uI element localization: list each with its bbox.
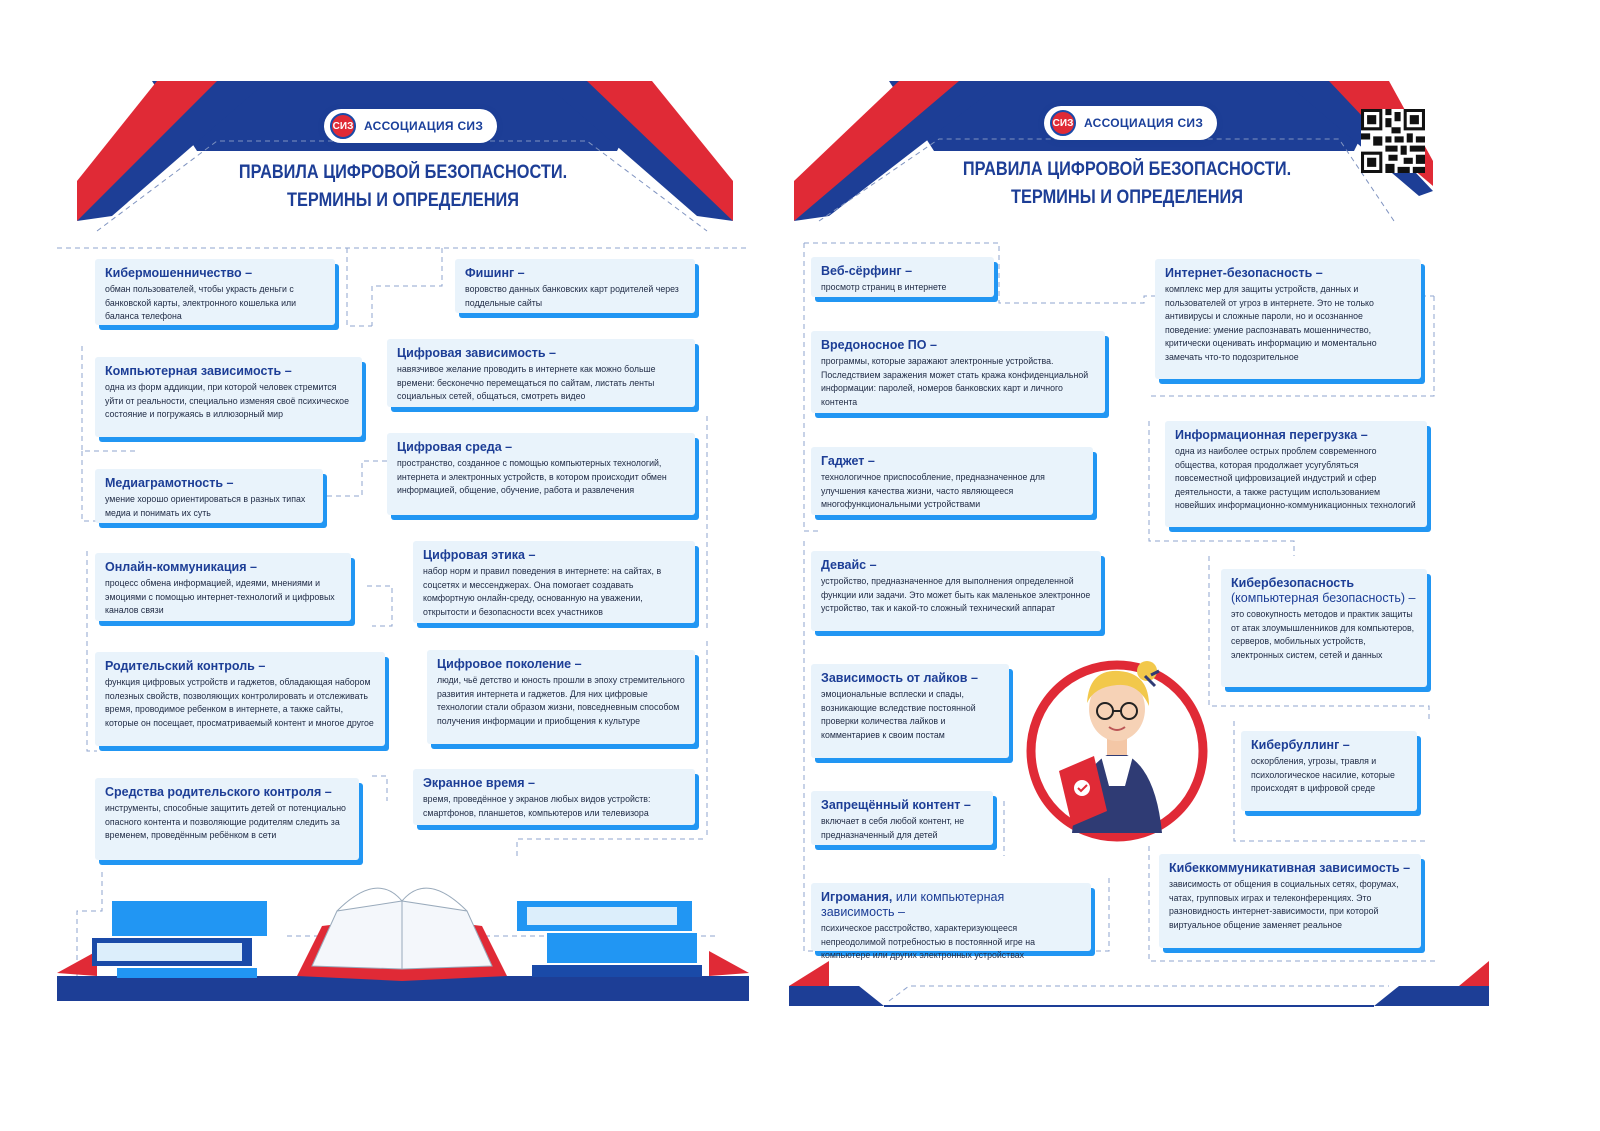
- association-logo: [324, 109, 497, 143]
- term-definition: набор норм и правил поведения в интернете: на сайтах, в соцсетях и мессенджерах. Она помогает создавать комфортную онлайн-среду, основанную на уважении, открытости и безопасности всех участников: [423, 566, 662, 617]
- term-definition: зависимость от общения в социальных сетях, форумах, чатах, групповых играх и телеконференциях. Это разновидность интернет-зависимости, при которой виртуальное общение заменяет реальное: [1169, 879, 1399, 930]
- term-card: [413, 769, 695, 825]
- term-title: [1231, 576, 1417, 606]
- term-definition: это совокупность методов и практик защиты от атак злоумышленников для компьютеров, серверов, мобильных устройств, электронных систем, сетей и данных: [1231, 609, 1415, 660]
- term-card: [95, 553, 351, 621]
- term-card: [1155, 259, 1421, 379]
- term-card: [811, 791, 993, 845]
- term-definition: психическое расстройство, характеризующееся непреодолимой потребностью в постоянной игре на компьютере или других электронных устройствах: [821, 923, 1036, 961]
- term-definition: одна из форм аддикции, при которой человек стремится уйти от реальности, специально изменяя своё психическое состояние и погружаясь в иллюзорный мир: [105, 382, 349, 420]
- term-title: Цифровая зависимость –: [397, 346, 557, 360]
- term-card: [95, 357, 362, 437]
- association-logo-text: АССОЦИАЦИЯ СИЗ: [1084, 116, 1204, 130]
- term-card: [811, 331, 1105, 413]
- term-definition: воровство данных банковских карт родителей через поддельные сайты: [465, 284, 679, 308]
- term-card: [811, 664, 1009, 758]
- page-title: [105, 159, 700, 215]
- association-logo-mark: СИЗ: [330, 113, 356, 139]
- page-title: [826, 156, 1428, 212]
- term-card: [455, 259, 695, 313]
- term-definition: одна из наиболее острых проблем современного общества, которая продолжает усугубляться повсеместной цифровизацией индустрий и сфер деятельности, а также растущим использованием новейших информационно-коммуникационных технологий: [1175, 446, 1416, 511]
- poster-right: [789, 81, 1489, 1027]
- term-card: [1221, 569, 1427, 687]
- page-title-line1: ПРАВИЛА ЦИФРОВОЙ БЕЗОПАСНОСТИ.: [238, 162, 568, 183]
- term-title: Средства родительского контроля –: [105, 785, 332, 799]
- poster-left: [57, 81, 749, 1025]
- page-title-line2: ТЕРМИНЫ И ОПРЕДЕЛЕНИЯ: [1011, 187, 1243, 208]
- term-title-main: Игромания,: [821, 890, 893, 904]
- term-title: Информационная перегрузка –: [1175, 428, 1368, 442]
- term-card: [387, 339, 695, 407]
- term-card: [413, 541, 695, 623]
- term-definition: технологичное приспособление, предназначенное для улучшения качества жизни, часто являющееся многофункциональными устройствами: [821, 472, 1045, 510]
- page-title-line2: ТЕРМИНЫ И ОПРЕДЕЛЕНИЯ: [287, 190, 519, 211]
- association-logo-mark: СИЗ: [1050, 110, 1076, 136]
- term-definition: просмотр страниц в интернете: [821, 282, 947, 292]
- association-logo-text: АССОЦИАЦИЯ СИЗ: [364, 119, 484, 133]
- term-definition: навязчивое желание проводить в интернете как можно больше времени: бесконечно перемещаться по сайтам, листать ленты социальных сетей, общаться, смотреть видео: [397, 364, 656, 402]
- open-book-icon: [297, 888, 507, 981]
- term-card: [95, 259, 335, 325]
- term-title: Зависимость от лайков –: [821, 671, 978, 685]
- term-card: [811, 447, 1093, 515]
- term-card: [95, 778, 359, 860]
- term-title: Кибербуллинг –: [1251, 738, 1350, 752]
- term-title: Фишинг –: [465, 266, 525, 280]
- qr-code-icon: [1361, 109, 1425, 173]
- term-definition: включает в себя любой контент, не предназначенный для детей: [821, 816, 965, 840]
- term-definition: время, проведённое у экранов любых видов устройств: смартфонов, планшетов, компьютеров или телевизора: [423, 794, 651, 818]
- teacher-illustration: [1031, 661, 1203, 837]
- term-definition: умение хорошо ориентироваться в разных типах медиа и понимать их суть: [105, 494, 306, 518]
- term-definition: эмоциональные всплески и спады, возникающие вследствие постоянной проверки количества лайков и комментариев к своим постам: [821, 689, 976, 740]
- term-title: Вредоносное ПО –: [821, 338, 937, 352]
- association-logo: [1044, 106, 1217, 140]
- term-definition: процесс обмена информацией, идеями, мнениями и эмоциями с помощью интернет-технологий и цифровых каналов связи: [105, 578, 335, 616]
- term-definition: пространство, созданное с помощью компьютерных технологий, интернета и электронных устройств, в котором происходит обмен информацией, общение, обучение, работа и развлечения: [397, 458, 667, 496]
- term-title: Цифровая среда –: [397, 440, 513, 454]
- term-title: Гаджет –: [821, 454, 875, 468]
- term-title: Девайс –: [821, 558, 877, 572]
- term-title: Кибеккоммуникативная зависимость –: [1169, 861, 1411, 875]
- term-definition: оскорбления, угрозы, травля и психологическое насилие, которые происходят в цифровой среде: [1251, 756, 1395, 794]
- term-card: [387, 433, 695, 515]
- term-title-sub: или компьютерная зависимость –: [821, 890, 1005, 919]
- term-title-sub: (компьютерная безопасность) –: [1231, 591, 1416, 605]
- page-title-line1: ПРАВИЛА ЦИФРОВОЙ БЕЗОПАСНОСТИ.: [962, 159, 1292, 180]
- term-title: Цифровое поколение –: [437, 657, 582, 671]
- term-card: [427, 650, 695, 744]
- term-title: Родительский контроль –: [105, 659, 266, 673]
- term-title: [821, 890, 1081, 920]
- term-card: [811, 257, 994, 297]
- term-title-main: Кибербезопасность: [1231, 576, 1355, 590]
- term-definition: комплекс мер для защиты устройств, данных и пользователей от угроз в интернете. Это не только антивирусы и сложные пароли, но и осознанное поведение: умение распознавать мошенничество, критически оценивать информацию и моментально замечать что-то подозрительное: [1165, 284, 1377, 362]
- term-definition: устройство, предназначенное для выполнения определенной функции или задачи. Это может быть как маленькое электронное устройство, так и какой-то сложный технический аппарат: [821, 576, 1091, 614]
- term-card: [811, 883, 1091, 961]
- term-definition: программы, которые заражают электронные устройства. Последствием заражения может стать кража конфиденциальной информации: паролей, номеров банковских карт и личного контента: [821, 356, 1089, 407]
- term-card: [95, 469, 323, 523]
- term-title: Веб-сёрфинг –: [821, 264, 913, 278]
- term-title: Кибермошенничество –: [105, 266, 253, 280]
- term-title: Компьютерная зависимость –: [105, 364, 292, 378]
- term-card: [1159, 854, 1421, 948]
- term-title: Интернет-безопасность –: [1165, 266, 1323, 280]
- term-card: [811, 551, 1101, 631]
- term-title: Онлайн-коммуникация –: [105, 560, 257, 574]
- term-title: Цифровая этика –: [423, 548, 536, 562]
- term-definition: обман пользователей, чтобы украсть деньги с банковской карты, электронного кошелька или баланса телефона: [105, 284, 297, 322]
- term-definition: функция цифровых устройств и гаджетов, обладающая набором полезных свойств, позволяющих контролировать и отслеживать время, проводимое ребенком в интернете, а также сайты, которые он посещает, просматриваемый контент и многое другое: [105, 677, 374, 728]
- term-card: [1165, 421, 1427, 527]
- term-title: Медиаграмотность –: [105, 476, 234, 490]
- term-title: Запрещённый контент –: [821, 798, 971, 812]
- term-definition: инструменты, способные защитить детей от потенциально опасного контента и позволяющие родителям следить за временем, проведённым ребёнком в сети: [105, 803, 346, 841]
- term-card: [1241, 731, 1417, 811]
- term-card: [95, 652, 385, 746]
- term-title: Экранное время –: [423, 776, 535, 790]
- term-definition: люди, чьё детство и юность прошли в эпоху стремительного развития интернета и гаджетов. Для них цифровые технологии стали образом жизни, повседневным способом получения информации и приобщения к культуре: [437, 675, 685, 726]
